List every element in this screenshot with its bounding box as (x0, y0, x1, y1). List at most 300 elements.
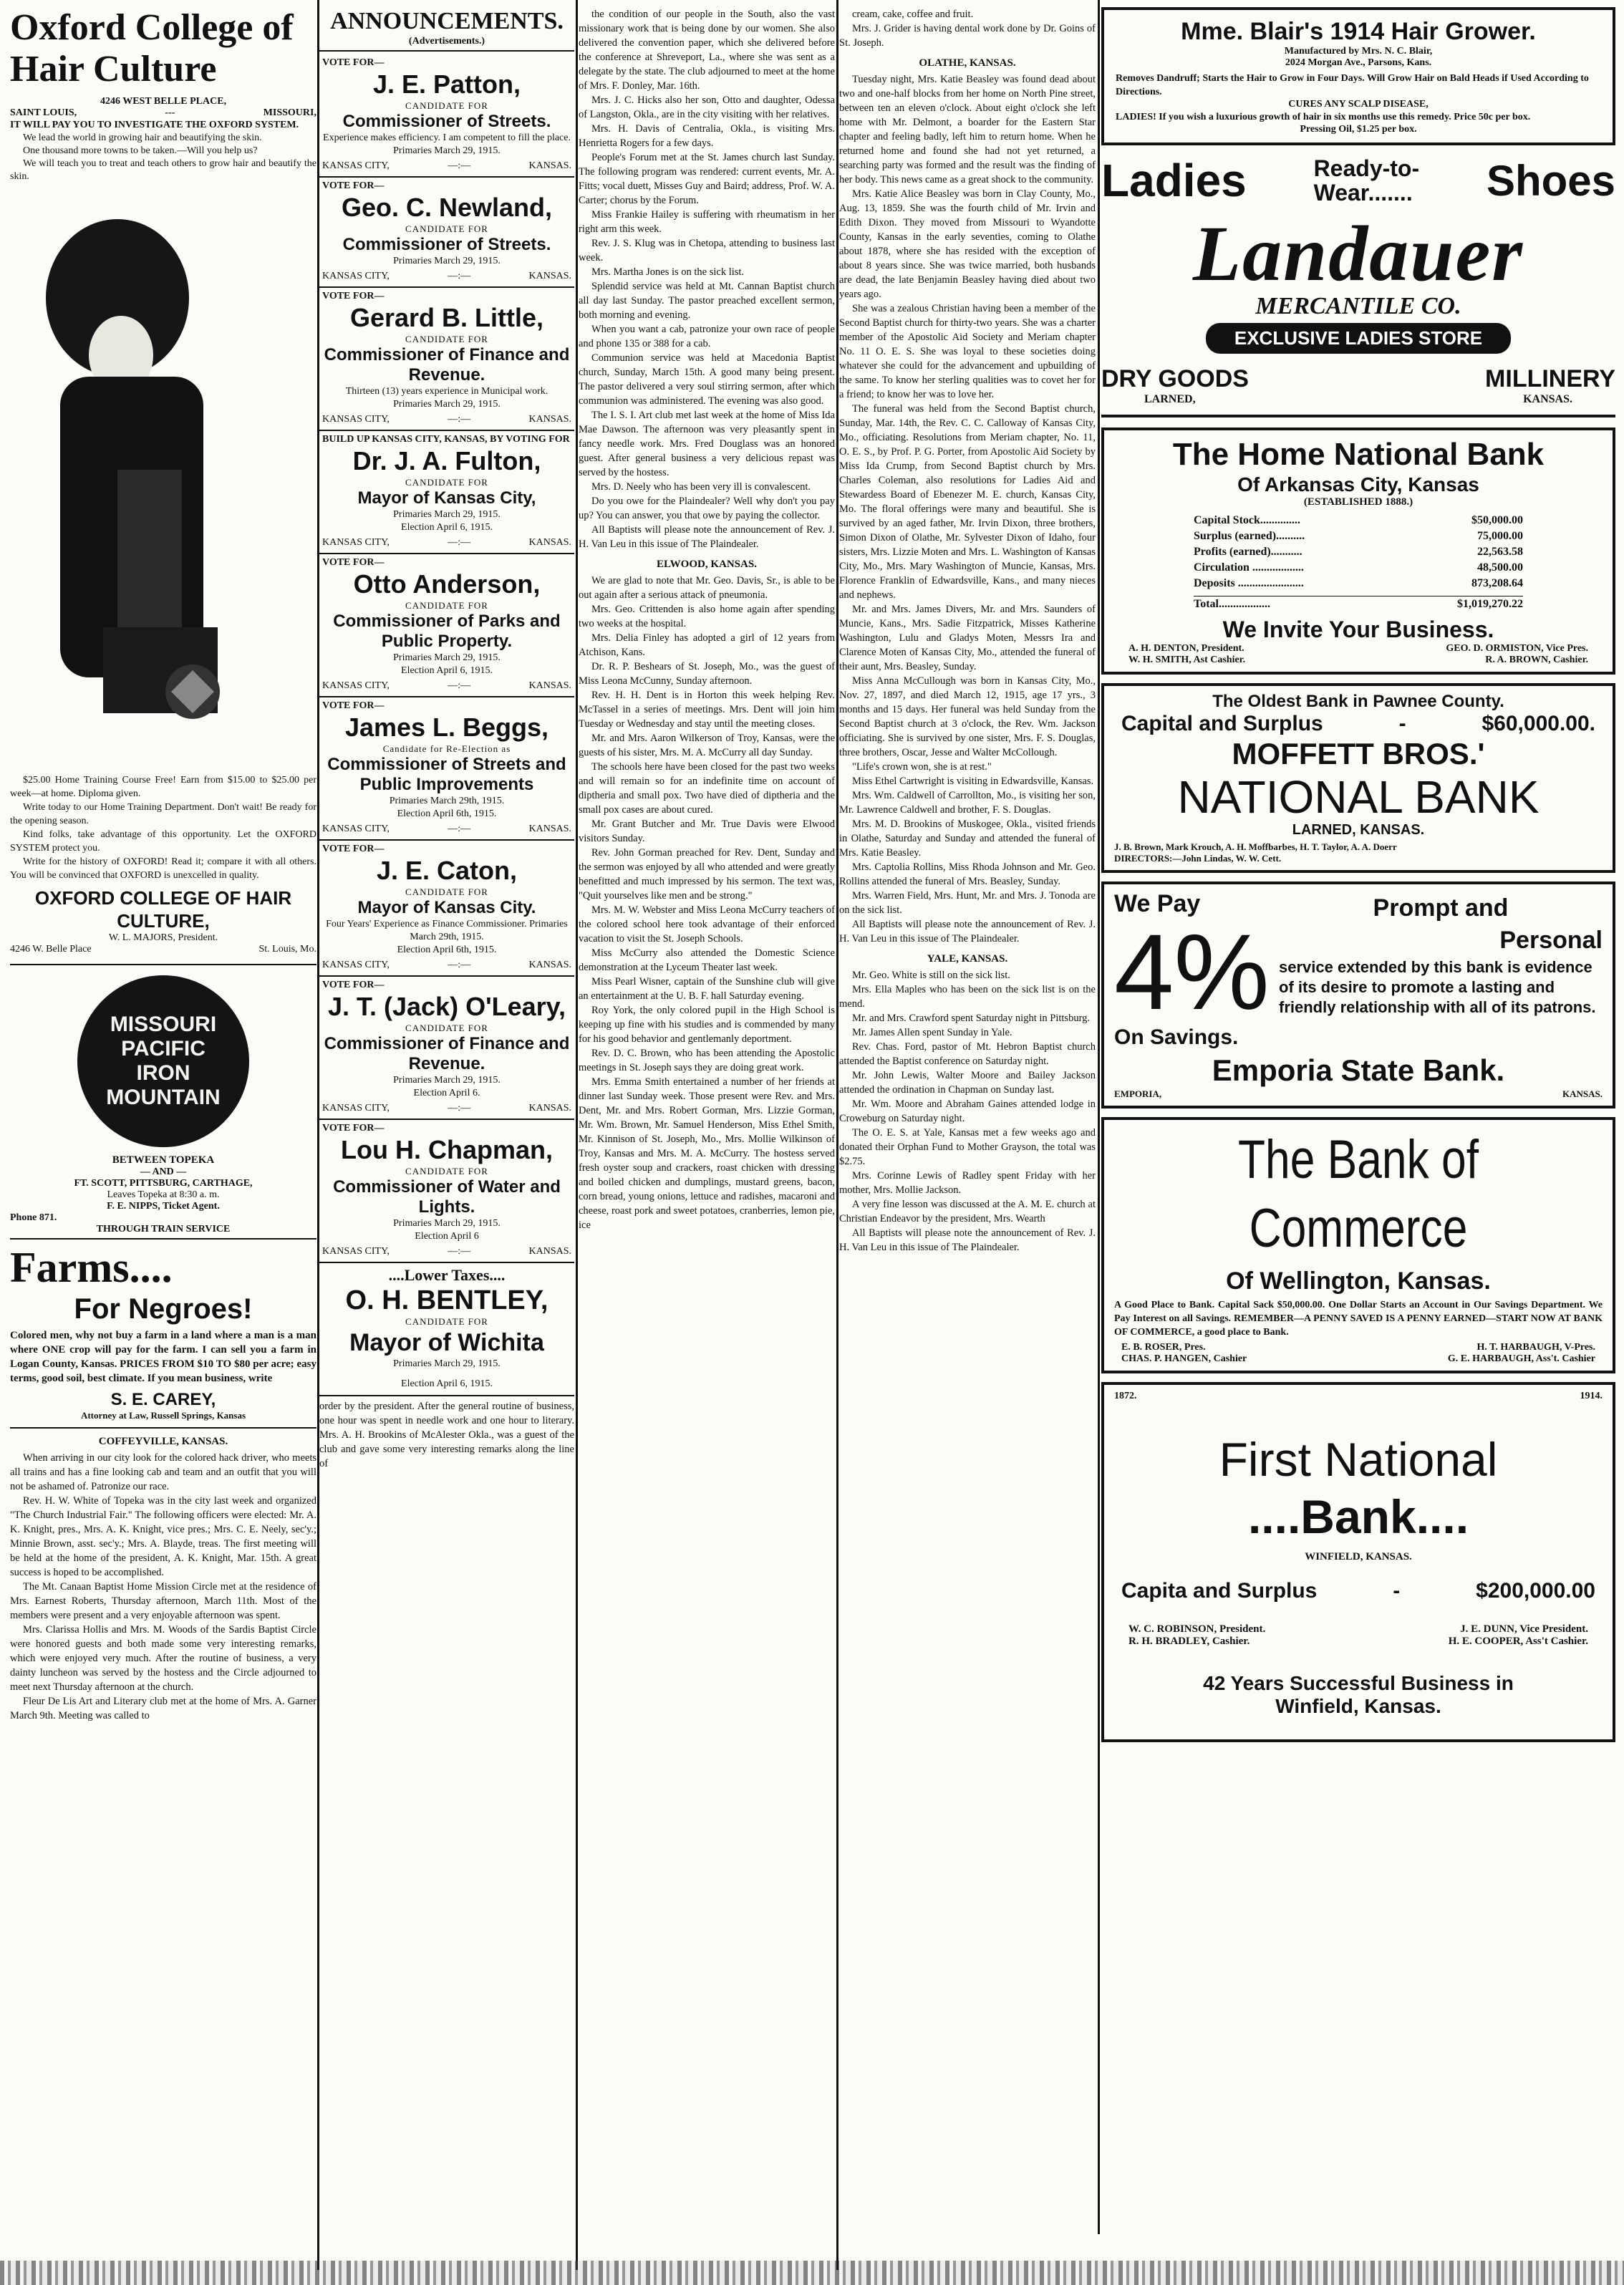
candidate-name: Dr. J. A. Fulton, (352, 446, 541, 475)
emporia-state: KANSAS. (1562, 1088, 1603, 1099)
farms-name: S. E. CAREY, (110, 1390, 216, 1409)
candidate-primary: Election April 6 (415, 1231, 479, 1242)
blair-address: 2024 Morgan Ave., Parsons, Kans. (1285, 57, 1432, 68)
footer-dash: —:— (448, 537, 471, 548)
logo-line-4: MOUNTAIN (106, 1086, 221, 1109)
firstnat-tagline-2: Winfield, Kansas. (1275, 1695, 1441, 1717)
coffeyville-news (10, 1451, 316, 1723)
oxford-ad (10, 7, 316, 955)
candidate-note: Primaries March 29th, 1915. (389, 796, 505, 806)
news-paragraph: She was a zealous Christian having been a member of the Second Baptist church for thirty-two years. She was a charter member of the Apostolic Aid Society and Meriam chapter No. 11 O. E. S. She was loyal to these societies doing whatever she could for the advancement and upbuilding of the same. To know her sterling qualities was to covet her for a friend; to know her was to love her. (839, 303, 1096, 400)
candidate-for: CANDIDATE FOR (405, 887, 488, 897)
candidate-card (319, 841, 574, 977)
column-4 (839, 7, 1096, 1255)
statement-label: Capital Stock.............. (1194, 514, 1300, 526)
candidate-note: Four Years' Experience as Finance Commissioner. Primaries March 29th, 1915. (326, 919, 568, 942)
news-paragraph: The schools here have been closed for the past two weeks and will remain so for an indefinite time on account of diptheria and small pox. Two have died of diptheria and the small pox cases are about cured. (579, 761, 835, 816)
firstnat-officer: W. C. ROBINSON, President. (1128, 1623, 1266, 1635)
statement-row (1194, 513, 1523, 528)
news-paragraph: Mrs. H. Davis of Centralia, Okla., is visiting Mrs. Henrietta Rogers for a few days. (579, 123, 835, 149)
oxford-state: MISSOURI, (263, 107, 316, 118)
candidate-footer (322, 537, 571, 549)
elwood-news (579, 574, 835, 1232)
news-paragraph: Rev. D. C. Brown, who has been attending the Apostolic meetings in St. Joseph says they are doing great work. (579, 1048, 835, 1073)
candidate-footer (322, 1103, 571, 1114)
farms-subtitle: For Negroes! (74, 1293, 253, 1325)
mopac-cities: FT. SCOTT, PITTSBURG, CARTHAGE, (74, 1178, 253, 1189)
emporia-prompt: Prompt and (1373, 894, 1509, 922)
homebank-officer: A. H. DENTON, President. (1128, 643, 1244, 654)
candidate-footer (322, 414, 571, 425)
news-paragraph: Mrs. Wm. Caldwell of Carrollton, Mo., is visiting her son, Mr. Lawrence Caldwell and brother, F. S. Douglas. (839, 790, 1096, 816)
news-paragraph: Mrs. Warren Field, Mrs. Hunt, Mr. and Mrs. J. Tonoda are on the sick list. (839, 890, 1096, 916)
news-paragraph: Mrs. M. D. Brookins of Muskogee, Okla., visited friends in Olathe, Saturday and Sunday and attended the funeral of Mrs. Katie Beasley. (839, 818, 1096, 859)
candidate-name: J. T. (Jack) O'Leary, (327, 992, 566, 1021)
firstnat-city: WINFIELD, KANSAS. (1305, 1551, 1412, 1562)
news-paragraph: Splendid service was held at Mt. Cannan Baptist church all day last Sunday. The pastor preached excellent sermon, both morning and evening. (579, 281, 835, 321)
logo-line-2: PACIFIC (121, 1037, 206, 1061)
blair-maker: Manufactured by Mrs. N. C. Blair, (1284, 46, 1433, 57)
footer-city: KANSAS CITY, (322, 960, 390, 970)
emporia-personal: Personal (1499, 927, 1603, 954)
statement-label: Circulation .................. (1194, 561, 1304, 574)
homebank-established: (ESTABLISHED 1888.) (1303, 496, 1413, 508)
statement-label: Deposits ....................... (1194, 577, 1304, 589)
candidate-for: CANDIDATE FOR (405, 223, 488, 234)
footer-state: KANSAS. (528, 960, 571, 970)
mopac-leaves: Leaves Topeka at 8:30 a. m. (107, 1189, 220, 1200)
news-paragraph: Mr. and Mrs. James Divers, Mr. and Mrs. Saunders of Muncie, Kans., Mrs. Sadie Fitzpatrick, Misses Katherine Washington, Lulu and Gladys Moten, Messrs Ira and Clarence Moten of Kansas City, Mo., attended the funeral of their aunt, Mrs. Beasley, Sunday. (839, 604, 1096, 672)
news-continued (839, 7, 1096, 50)
moffett-directors-2: DIRECTORS:—John Lindas, W. W. Cett. (1114, 853, 1282, 864)
oxford-p6: Kind folks, take advantage of this opportunity. Let the OXFORD SYSTEM protect you. (10, 829, 316, 854)
candidate-office: Commissioner of Water and Lights. (333, 1177, 561, 1217)
candidate-note: Primaries March 29, 1915. (393, 509, 501, 520)
column-2 (319, 7, 574, 1471)
news-paragraph: Mr. Wm. Moore and Abraham Gaines attended lodge in Croweburg on Saturday night. (839, 1098, 1096, 1124)
vote-for-label: VOTE FOR— (322, 291, 385, 301)
statement-value: 75,000.00 (1477, 530, 1523, 542)
blair-line-3: LADIES! If you wish a luxurious growth of hair in six months use this remedy. Price 50c per box. (1116, 112, 1531, 122)
oxford-p5: Write today to our Home Training Department. Don't wait! Be ready for the opening season. (10, 802, 316, 826)
statement-row (1194, 544, 1523, 560)
news-paragraph: Miss Anna McCullough was born in Kansas City, Mo., Nov. 27, 1897, and died March 12, 1915, age 17 yrs., 3 months and 15 days. Her funeral was held Sunday from the Second Baptist church at 3 o'clock, the Rev. Wm. Jackson officiating. She is survived by one sister, Mrs. F. S. Douglas, three brothers, Oscar, Jesse and Walter McCollough. (839, 675, 1096, 758)
landauer-ladies: Ladies (1101, 155, 1247, 206)
firstnat-tagline-1: 42 Years Successful Business in (1203, 1672, 1514, 1694)
candidate-office: Commissioner of Streets. (342, 112, 551, 131)
moffett-directors-1: J. B. Brown, Mark Krouch, A. H. Moffbarbes, H. T. Taylor, A. A. Doerr (1114, 841, 1397, 852)
statement-row (1194, 576, 1523, 591)
news-paragraph: All Baptists will please note the announcement of Rev. J. H. Van Leu in this issue of The Plaindealer. (579, 524, 835, 550)
news-paragraph: When you want a cab, patronize your own race of people and phone 135 or 388 for a cab. (579, 324, 835, 349)
candidate-note: Primaries March 29, 1915. (393, 1075, 501, 1086)
news-paragraph: Rev. Chas. Ford, pastor of Mt. Hebron Baptist church attended the Baptist conference on Saturday night. (839, 1041, 1096, 1067)
news-paragraph: We are glad to note that Mr. Geo. Davis, Sr., is able to be out again after a serious attack of pneumonia. (579, 575, 835, 601)
statement-value: 873,208.64 (1471, 577, 1523, 589)
yale-news (839, 968, 1096, 1255)
firstnat-officer: J. E. DUNN, Vice President. (1460, 1623, 1588, 1635)
news-paragraph: Rev. John Gorman preached for Rev. Dent, Sunday and the sermon was enjoyed by all who attended and were greatly benefitted and much impressed by his sermon. The text was, "Quit yourselves like men and be strong." (579, 847, 835, 902)
homebank-invite: We Invite Your Business. (1222, 617, 1494, 642)
news-paragraph: Miss Frankie Hailey is suffering with rheumatism in her right arm this week. (579, 209, 835, 235)
news-paragraph: Mr. Grant Butcher and Mr. True Davis were Elwood visitors Sunday. (579, 818, 835, 844)
emporia-we-pay: We Pay (1114, 890, 1201, 917)
vote-for-label: VOTE FOR— (322, 700, 385, 711)
candidate-footer (322, 823, 571, 835)
candidate-name: Geo. C. Newland, (341, 193, 553, 222)
footer-city: KANSAS CITY, (322, 537, 390, 548)
candidate-card-bentley (319, 1263, 574, 1396)
coffeyville-para: Mrs. Clarissa Hollis and Mrs. M. Woods of the Sardis Baptist Circle were honored guests and both made some very interesting remarks, which were enjoyed very much. After the routine of business, a very dainty luncheon was served by the hostess and the Circle adjourned to meet next Thursday afternoon at the church. (10, 1624, 316, 1693)
landauer-name: Landauer (1192, 210, 1524, 297)
oxford-footer-addr: 4246 W. Belle Place (10, 944, 92, 955)
commerce-officer: G. E. HARBAUGH, Ass't. Cashier (1447, 1353, 1595, 1364)
news-paragraph: Mrs. D. Neely who has been very ill is convalescent. (591, 481, 811, 493)
moffett-capital-value: $60,000.00. (1482, 712, 1595, 735)
candidate-for: CANDIDATE FOR (405, 600, 488, 611)
firstnat-year-start: 1872. (1114, 1391, 1137, 1401)
moffett-capital-label: Capital and Surplus (1121, 712, 1323, 735)
candidate-name: J. E. Patton, (372, 69, 521, 99)
candidate-footer (322, 960, 571, 971)
candidate-for: CANDIDATE FOR (405, 100, 488, 111)
firstnat-title-1: First National (1219, 1433, 1498, 1486)
landauer-state: KANSAS. (1523, 393, 1572, 405)
candidate-office: Commissioner of Finance and Revenue. (324, 1034, 570, 1073)
candidate-card (319, 697, 574, 841)
oxford-address: 4246 WEST BELLE PLACE, (100, 96, 227, 107)
emporia-on-savings: On Savings. (1114, 1025, 1239, 1049)
commerce-officer: CHAS. P. HANGEN, Cashier (1121, 1353, 1247, 1364)
news-paragraph: the condition of our people in the South, also the vast missionary work that is being done by our women. She also delivered the convention paper, which she delivered before the conference at Shreveport, La., where she was sent as a delegate by the state. The club adjourned to meet at the home of Mrs. F. Donley, Mar. 16th. (579, 9, 835, 92)
news-paragraph: Dr. R. P. Beshears of St. Joseph, Mo., was the guest of Miss Leona McCunny, Sunday afternoon. (579, 661, 835, 687)
footer-dash: —:— (448, 271, 471, 281)
landauer-ad (1101, 154, 1615, 417)
moffett-oldest: The Oldest Bank in Pawnee County. (1212, 692, 1504, 711)
homebank-total-value: $1,019,270.22 (1457, 598, 1523, 610)
landauer-shoes: Shoes (1486, 156, 1615, 205)
firstnat-capital-dash: - (1393, 1579, 1401, 1603)
mopac-between: BETWEEN TOPEKA (112, 1154, 215, 1166)
moffett-name: MOFFETT BROS.' (1232, 737, 1485, 770)
commerce-officer: E. B. ROSER, Pres. (1121, 1342, 1206, 1353)
footer-dash: —:— (448, 414, 471, 425)
emporia-city: EMPORIA, (1114, 1088, 1162, 1099)
news-paragraph: Rev. H. H. Dent is in Horton this week helping Rev. McTassel in a series of meetings. Mrs. Dent will join him Tuesday or Wednesday and stay until the meeting closes. (579, 690, 835, 730)
news-paragraph: Mrs. Geo. Crittenden is also home again after spending two weeks at the hospital. (579, 604, 835, 629)
firstnat-capital-label: Capita and Surplus (1121, 1579, 1318, 1603)
blair-line-1: Removes Dandruff; Starts the Hair to Grow in Four Days. Will Grow Hair on Bald Heads if Used According to Directions. (1116, 73, 1589, 97)
news-paragraph: Mr. James Allen spent Sunday in Yale. (852, 1027, 1012, 1038)
homebank-title: The Home National Bank (1172, 437, 1545, 472)
footer-dash: —:— (448, 160, 471, 171)
oxford-city: SAINT LOUIS, (10, 107, 77, 118)
news-paragraph: Miss Pearl Wisner, captain of the Sunshine club will give an entertainment at the U. B. F. hall Saturday evening. (579, 976, 835, 1002)
footer-dash: —:— (448, 823, 471, 834)
coffeyville-para: When arriving in our city look for the colored hack driver, who meets all trains and has a fine looking cab and team and an outfit that you will not be ashamed of. Patronize our race. (10, 1452, 316, 1492)
candidate-for: CANDIDATE FOR (405, 1023, 488, 1033)
footer-state: KANSAS. (528, 823, 571, 834)
olathe-news (839, 72, 1096, 946)
first-national-bank-ad (1101, 1382, 1615, 1742)
footer-city: KANSAS CITY, (322, 1246, 390, 1257)
missouri-pacific-logo (77, 975, 249, 1147)
landauer-rtw-2: Wear....... (1313, 180, 1413, 206)
oxford-p2: One thousand more towns to be taken.—Will you help us? (23, 145, 258, 156)
footer-dash: —:— (448, 1246, 471, 1257)
news-paragraph: Mrs. Corinne Lewis of Radley spent Friday with her mother, Mrs. Mollie Jackson. (839, 1170, 1096, 1196)
footer-state: KANSAS. (528, 1246, 571, 1257)
news-paragraph: Mrs. M. W. Webster and Miss Leona McCurry teachers of the colored school here took advantage of their enforced vacation to visit the St. Joseph Schools. (579, 904, 835, 945)
news-paragraph: Mr. and Mrs. Crawford spent Saturday night in Pittsburg. (852, 1013, 1091, 1024)
oxford-p1: We lead the world in growing hair and beautifying the skin. (23, 132, 262, 143)
news-paragraph: Mrs. Emma Smith entertained a number of her friends at dinner last Sunday week. Those present were Rev. and Mrs. Dent, Mr. and Mrs. Robert Gorman, Mrs. Lizzie Gorman, Mr. Wm. Brown, Mr. Samuel Henderson, Miss Ethel Smith, Mr. Kinnison of St. Joseph, Mo., Mrs. Mollie Wilkinson of Troy, Kansas and Mrs. M. A. McCurry. The hostess served fresh oyster soup and crackers, roast chicken with dressing and boiled chicken and dumplings, mustard greens, bacon, corn bread, young onions, lettuce and radishes, macaroni and cheese, roast pork and sweet potatoes, cranberries, lemon pie, ice (579, 1076, 835, 1231)
long-hair-portrait-image (10, 198, 316, 770)
news-paragraph: Mrs. Katie Alice Beasley was born in Clay County, Mo., Aug. 13, 1859. She was the fourth child of Mr. Irvin and Edith Dixon. They moved from Missouri to Wyandotte County, Kansas in the early seventies, coming to Olathe about 1878, where she has resided with the exception of about 8 years since. She was twice married, both husbands are dead, the late Benjamin Beasley having died about two years ago. (839, 188, 1096, 300)
candidate-office: Commissioner of Finance and Revenue. (324, 345, 570, 385)
footer-city: KANSAS CITY, (322, 160, 390, 171)
bentley-slogan: ....Lower Taxes.... (388, 1266, 506, 1284)
news-paragraph: Mrs. Captolia Rollins, Miss Rhoda Johnson and Mr. Geo. Rollins attended the funeral of Mrs. Beasley, Sunday. (839, 861, 1096, 887)
vote-for-label: VOTE FOR— (322, 557, 385, 568)
homebank-total-row (1194, 596, 1523, 611)
vote-for-label: VOTE FOR— (322, 980, 385, 990)
footer-dash: —:— (448, 960, 471, 970)
oxford-p4: $25.00 Home Training Course Free! Earn from $15.00 to $25.00 per week—at home. Diploma given. (10, 775, 316, 799)
homebank-officer: GEO. D. ORMISTON, Vice Pres. (1446, 643, 1588, 654)
candidate-name: Gerard B. Little, (349, 303, 544, 332)
emporia-state-bank-ad (1101, 881, 1615, 1108)
footer-state: KANSAS. (528, 680, 571, 691)
candidate-for: CANDIDATE FOR (405, 1166, 488, 1177)
firstnat-year-end: 1914. (1580, 1391, 1603, 1401)
landauer-banner: EXCLUSIVE LADIES STORE (1206, 323, 1511, 354)
elwood-heading: ELWOOD, KANSAS. (657, 559, 757, 570)
news-paragraph: Mr. Geo. White is still on the sick list. (852, 970, 1010, 981)
candidate-card (319, 1120, 574, 1263)
homebank-officer: R. A. BROWN, Cashier. (1485, 654, 1588, 665)
home-national-bank-ad (1101, 427, 1615, 675)
missouri-pacific-ad (10, 975, 316, 1235)
announcements-subheader: (Advertisements.) (408, 36, 485, 47)
column-rule (576, 0, 578, 2270)
homebank-statement (1194, 513, 1523, 591)
candidate-office: Mayor of Kansas City. (357, 898, 536, 917)
farms-body: Colored men, why not buy a farm in a land where a man is a man where ONE crop will pay for the farm. I can sell you a farm in Logan County, Kansas. PRICES FROM $10 TO $80 per acre; easy terms, good soil, best climate. If you mean business, write (10, 1330, 316, 1384)
yale-heading: YALE, KANSAS. (927, 953, 1008, 965)
bentley-name: O. H. BENTLEY, (345, 1285, 548, 1315)
candidate-office: Mayor of Kansas City, (357, 488, 536, 508)
commerce-officer: H. T. HARBAUGH, V-Pres. (1476, 1342, 1595, 1353)
statement-row (1194, 560, 1523, 576)
bentley-primary: Primaries March 29, 1915. (393, 1358, 501, 1369)
candidate-card (319, 178, 574, 288)
mopac-and: — AND — (140, 1166, 187, 1177)
emporia-percent: 4% (1114, 912, 1270, 1032)
candidate-card (319, 554, 574, 697)
candidate-footer (322, 271, 571, 282)
candidate-note: Primaries March 29, 1915. (393, 652, 501, 663)
candidate-primary: Election April 6. (413, 1088, 480, 1098)
landauer-mercantile: MERCANTILE CO. (1255, 293, 1461, 319)
candidate-primary: Election April 6, 1915. (401, 522, 493, 533)
commerce-title: The Bank of Commerce (1237, 1129, 1479, 1259)
news-paragraph: Mrs. Martha Jones is on the sick list. (591, 266, 745, 278)
logo-line-3: IRON (136, 1061, 190, 1085)
candidate-footer (322, 680, 571, 692)
vote-for-label: BUILD UP KANSAS CITY, KANSAS, BY VOTING FOR (322, 434, 570, 445)
firstnat-capital-value: $200,000.00 (1476, 1579, 1595, 1603)
statement-row (1194, 528, 1523, 544)
firstnat-officer: H. E. COOPER, Ass't Cashier. (1448, 1636, 1588, 1647)
mopac-phone: Phone 871. (10, 1212, 57, 1223)
statement-value: 22,563.58 (1477, 546, 1523, 558)
oxford-title: Oxford College of Hair Culture (10, 7, 294, 90)
blair-line-4: Pressing Oil, $1.25 per box. (1300, 124, 1417, 135)
homebank-total-label: Total.................. (1194, 598, 1270, 610)
footer-state: KANSAS. (528, 414, 571, 425)
candidate-primary: Primaries March 29, 1915. (393, 399, 501, 410)
oxford-footer-title: OXFORD COLLEGE OF HAIR CULTURE, (34, 887, 292, 932)
news-paragraph: cream, cake, coffee and fruit. (852, 9, 974, 20)
candidate-footer (322, 1246, 571, 1257)
candidate-office: Commissioner of Streets. (342, 235, 551, 254)
firstnat-officer: R. H. BRADLEY, Cashier. (1128, 1636, 1250, 1647)
news-paragraph: Mr. John Lewis, Walter Moore and Bailey Jackson attended the ordination in Chapman on Sunday last. (839, 1070, 1096, 1096)
homebank-officer: W. H. SMITH, Ast Cashier. (1128, 654, 1246, 665)
candidate-name: J. E. Caton, (376, 856, 518, 885)
news-paragraph: Tuesday night, Mrs. Katie Beasley was found dead about two and one-half blocks from her home on North Pine street, between ten an eleven o'clock. About eight o'clock she left home with Mr. Delmont, a boarder for the Eastern Star chapter and feeling badly, left him to return home. When he returned home and found she had not yet returned, a searching party was formed and the result was the finding of her body. This news came as a great shock to the community. (839, 74, 1096, 185)
footer-state: KANSAS. (528, 271, 571, 281)
blair-line-2: CURES ANY SCALP DISEASE, (1288, 99, 1429, 110)
torn-page-edge (0, 2261, 1624, 2285)
candidate-for: Candidate for Re-Election as (382, 743, 511, 754)
news-paragraph: Do you owe for the Plaindealer? Well why don't you pay up? You can answer, you that owe by paying the collector. (579, 496, 835, 521)
moffett-city: LARNED, KANSAS. (1292, 822, 1425, 838)
candidate-name: Lou H. Chapman, (341, 1135, 553, 1164)
candidate-note: Primaries March 29, 1915. (393, 1218, 501, 1229)
coffeyville-para: The Mt. Canaan Baptist Home Mission Circle met at the residence of Mrs. Earnest Roberts, Thursday afternoon, March 11th. Most of the members were present and a very enjoyable afternoon was spent. (10, 1581, 316, 1621)
footer-state: KANSAS. (528, 160, 571, 171)
vote-for-label: VOTE FOR— (322, 844, 385, 854)
column-rule (1098, 0, 1100, 2234)
footer-state: KANSAS. (528, 1103, 571, 1113)
candidate-card (319, 54, 574, 178)
news-paragraph: Communion service was held at Macedonia Baptist church, Sunday, March 15th. A good many being present. The pastor delivered a very soul stirring sermon, after which communion was administered. The evening was also good. (579, 352, 835, 407)
footer-city: KANSAS CITY, (322, 823, 390, 834)
candidate-primary: Election April 6th, 1915. (397, 808, 497, 819)
column-5 (1101, 7, 1615, 1751)
vote-for-label: VOTE FOR— (322, 1123, 385, 1134)
blair-title: Mme. Blair's 1914 Hair Grower. (1181, 18, 1536, 45)
news-paragraph: Mrs. Delia Finley has adopted a girl of 12 years from Atchison, Kans. (579, 632, 835, 658)
news-paragraph: "Life's crown won, she is at rest." (852, 761, 992, 773)
commerce-subtitle: Of Wellington, Kansas. (1226, 1267, 1491, 1295)
bank-of-commerce-ad (1101, 1117, 1615, 1373)
bentley-election: Election April 6, 1915. (401, 1378, 493, 1389)
bentley-candidate-for: CANDIDATE FOR (405, 1316, 488, 1327)
announcements-header: ANNOUNCEMENTS. (330, 8, 564, 34)
local-news (579, 7, 835, 551)
candidate-note: Thirteen (13) years experience in Municipal work. (345, 386, 548, 397)
news-paragraph: Mr. and Mrs. Aaron Wilkerson of Troy, Kansas, were the guests of his sister, Mrs. M. A. McCurry all day Sunday. (579, 733, 835, 758)
coffeyville-para: Fleur De Lis Art and Literary club met at the home of Mrs. A. Garner March 9th. Meeting was called to (10, 1696, 316, 1721)
emporia-name: Emporia State Bank. (1212, 1053, 1505, 1087)
statement-value: 48,500.00 (1477, 561, 1523, 574)
news-paragraph: The O. E. S. at Yale, Kansas met a few weeks ago and donated their Orphan Fund to Mother Grayson, the total was $2.75. (839, 1127, 1096, 1167)
landauer-city: LARNED, (1144, 393, 1196, 405)
column-3 (579, 7, 835, 1232)
coffeyville-para: Rev. H. W. White of Topeka was in the city last week and organized "The Church Industrial Fair." The following officers were elected: Mr. A. K. Knight, pres., Mrs. A. K. Knight, vice pres.; Mrs. C. E. Neely, sec'y.; Minnie Brown, asst. sec'y.; Mrs. A. Blayde, treas. The first meeting will be held at the home of the president, A. K. Knight, Mar. 15th. A great success is hoped to be accomplished. (10, 1495, 316, 1578)
candidate-primary: Primaries March 29, 1915. (393, 256, 501, 266)
mopac-service: THROUGH TRAIN SERVICE (96, 1224, 231, 1235)
column-1 (10, 7, 316, 1723)
homebank-subtitle: Of Arkansas City, Kansas (1237, 473, 1479, 496)
footer-dash: —:— (448, 1103, 471, 1113)
news-paragraph: Mrs. Ella Maples who has been on the sick list is on the mend. (839, 984, 1096, 1010)
news-paragraph: People's Forum met at the St. James church last Sunday. The following program was rendered: current events, Mr. A. Fitts; vocal duett, Misses Guy and Baird; address, Prof. W. A. Carter; chorus by the Forum. (579, 152, 835, 206)
footer-city: KANSAS CITY, (322, 414, 390, 425)
candidate-primary: Election April 6, 1915. (401, 665, 493, 676)
column-rule (836, 0, 838, 2270)
olathe-heading: OLATHE, KANSAS. (919, 57, 1016, 69)
footer-city: KANSAS CITY, (322, 271, 390, 281)
candidate-list (319, 54, 574, 1263)
landauer-dry-goods: DRY GOODS (1101, 365, 1249, 392)
firstnat-title-2: ....Bank.... (1247, 1490, 1469, 1543)
oxford-p7: Write for the history of OXFORD! Read it; compare it with all others. You will be convinced that OXFORD is unexcelled in quality. (10, 856, 316, 881)
candidate-for: CANDIDATE FOR (405, 334, 488, 344)
candidate-for: CANDIDATE FOR (405, 477, 488, 488)
mopac-agent: F. E. NIPPS, Ticket Agent. (107, 1201, 220, 1212)
landauer-millinery: MILLINERY (1485, 365, 1615, 392)
oxford-intro: IT WILL PAY YOU TO INVESTIGATE THE OXFORD SYSTEM. (10, 120, 299, 130)
news-paragraph: Mrs. J. Grider is having dental work done by Dr. Goins of St. Joseph. (839, 23, 1096, 49)
moffett-bank-ad (1101, 683, 1615, 873)
oxford-dash: --- (165, 107, 175, 118)
moffett-bank: NATIONAL BANK (1177, 771, 1540, 823)
candidate-footer (322, 160, 571, 172)
oxford-footer-city: St. Louis, Mo. (258, 944, 316, 955)
candidate-card (319, 977, 574, 1120)
news-paragraph: The I. S. I. Art club met last week at the home of Miss Ida Mae Dawson. The afternoon was very pleasantly spent in fancy needle work. Mrs. Fred Douglass was an honored guest. After general business a very delicious repast was served by the hostess. (579, 410, 835, 478)
moffett-capital-dash: - (1398, 712, 1406, 735)
oxford-p3: We will teach you to treat and teach others to grow hair and beautify the skin. (10, 158, 316, 182)
news-paragraph: Roy York, the only colored pupil in the High School is keeping up fine with his studies and is commended by many for his good behavior and gentlemanly deportment. (579, 1005, 835, 1045)
news-paragraph: The funeral was held from the Second Baptist church, Sunday, Mar. 14th, the Rev. C. C. Calloway of Kansas City, Mo., officiating. Resolutions from Meriam chapter, No. 11, O. E. S., by Prof. P. G. Porter, from Apostolic Aid Society by Miss Ida Crump, from Second Baptist church by Mrs. Charles Coleman, also resolutions for Ladies Aid and Stewardess Board of Ebenezer M. E. church, Kansas City, Mo. The floral offerings were many and beautiful. She is survived by an aged father, Mr. Irvin Dixon, three brothers, Simon Dixon of Olathe, Mr. Sylvester Dixon of Idaho, four sisters, Mrs. Lizzie Moten and Mrs. L. Washington of Kansas City, Mo., Mrs. Mary Washington of Muncie, Kansas, Mrs. Florence Franklin of Edwardsville, Kans., and many nieces and nephews. (839, 403, 1096, 601)
statement-label: Profits (earned)........... (1194, 546, 1302, 558)
candidate-card (319, 431, 574, 554)
candidate-office: Commissioner of Streets and Public Improvements (327, 755, 566, 794)
candidate-name: Otto Anderson, (353, 569, 541, 599)
news-paragraph: A very fine lesson was discussed at the A. M. E. church at Christian Endeavor by the president, Mrs. Wearth (839, 1199, 1096, 1224)
farms-attorney: Attorney at Law, Russell Springs, Kansas (80, 1410, 246, 1421)
farms-ad (10, 1242, 316, 1421)
bentley-office: Mayor of Wichita (349, 1329, 544, 1356)
news-paragraph: All Baptists will please note the announcement of Rev. J. H. Van Leu in this issue of The Plaindealer. (839, 1227, 1096, 1253)
commerce-body: A Good Place to Bank. Capital Sack $50,000.00. One Dollar Starts an Account in Our Savings Department. We Pay Interest on all Savings. REMEMBER—A PENNY SAVED IS A PENNY EARNED—START NOW AT BANK OF COMMERCE, a good place to Bank. (1114, 1300, 1603, 1338)
vote-for-label: VOTE FOR— (322, 180, 385, 191)
news-paragraph: Miss Ethel Cartwright is visiting in Edwardsville, Kansas. (852, 776, 1094, 787)
footer-dash: —:— (448, 680, 471, 691)
landauer-rtw-1: Ready-to- (1313, 155, 1420, 181)
emporia-description: service extended by this bank is evidence of its desire to promote a lasting and friendly relationship with all of its patrons. (1279, 958, 1596, 1016)
farms-title: Farms.... (10, 1244, 173, 1291)
statement-label: Surplus (earned).......... (1194, 530, 1305, 542)
logo-line-1: MISSOURI (110, 1013, 217, 1036)
news-paragraph: Rev. J. S. Klug was in Chetopa, attending to business last week. (579, 238, 835, 264)
oxford-president: W. L. MAJORS, President. (108, 932, 218, 943)
